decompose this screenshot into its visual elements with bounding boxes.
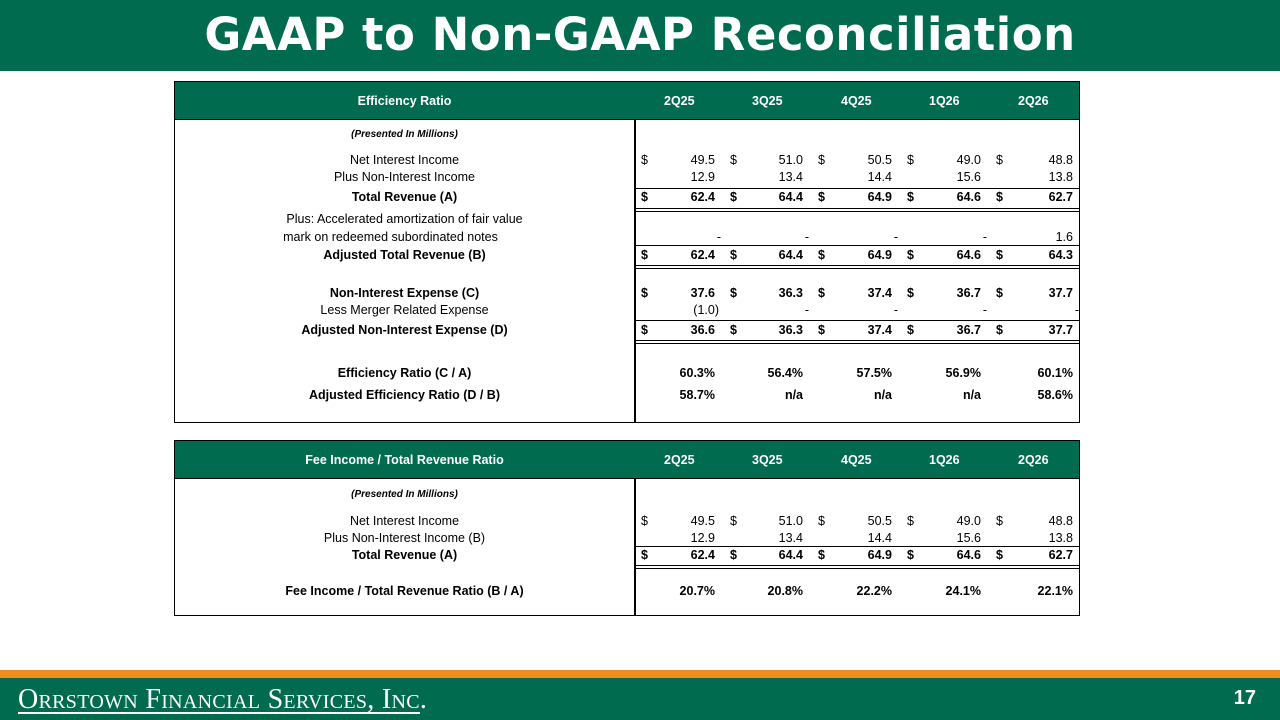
value-cell: 22.2% [856, 584, 892, 598]
table-heading: Fee Income / Total Revenue Ratio [305, 453, 504, 467]
dollar-sign: $ [730, 548, 737, 562]
rule-line [635, 546, 1079, 547]
dollar-sign: $ [907, 548, 914, 562]
column-divider [634, 479, 636, 615]
dollar-sign: $ [818, 514, 825, 528]
value-cell: - [893, 303, 898, 317]
period-header: 4Q25 [841, 94, 872, 108]
value-cell: n/a [784, 388, 803, 402]
dollar-sign: $ [907, 323, 914, 337]
value-cell: 48.8 [1048, 514, 1073, 528]
value-cell: n/a [962, 388, 981, 402]
value-cell: 37.4 [867, 286, 892, 300]
period-header: 2Q25 [664, 94, 695, 108]
dollar-sign: $ [818, 190, 825, 204]
value-cell: 64.4 [778, 248, 803, 262]
table-header [175, 441, 1079, 479]
value-cell: - [893, 230, 898, 244]
table-body [175, 120, 1079, 422]
value-cell: 62.4 [690, 248, 715, 262]
dollar-sign: $ [996, 514, 1003, 528]
value-cell: 58.6% [1037, 388, 1073, 402]
rule-line [635, 245, 1079, 246]
value-cell: - [804, 230, 809, 244]
dollar-sign: $ [818, 153, 825, 167]
value-cell: 12.9 [690, 531, 715, 545]
rule-line [635, 211, 1079, 212]
row-label: Plus: Accelerated amortization of fair value [286, 212, 523, 226]
row-label: Total Revenue (A) [351, 548, 458, 562]
period-header: 3Q25 [752, 94, 783, 108]
row-label: Adjusted Non-Interest Expense (D) [301, 323, 508, 337]
dollar-sign: $ [641, 190, 648, 204]
period-header: 2Q25 [664, 453, 695, 467]
period-header: 3Q25 [752, 453, 783, 467]
logo-underline [18, 712, 420, 714]
value-cell: - [716, 230, 721, 244]
value-cell: 12.9 [690, 170, 715, 184]
value-cell: 64.9 [867, 548, 892, 562]
value-cell: 49.5 [690, 514, 715, 528]
value-cell: - [1074, 303, 1079, 317]
table-header [175, 82, 1079, 120]
efficiency-ratio-table [174, 81, 1080, 423]
dollar-sign: $ [907, 248, 914, 262]
row-label: Non-Interest Expense (C) [329, 286, 480, 300]
value-cell: 13.4 [778, 531, 803, 545]
period-header: 4Q25 [841, 453, 872, 467]
dollar-sign: $ [641, 286, 648, 300]
value-cell: 50.5 [867, 153, 892, 167]
value-cell: 62.4 [690, 548, 715, 562]
value-cell: 36.7 [956, 323, 981, 337]
company-logo-text: Orrstown Financial Services, Inc. [18, 684, 428, 715]
dollar-sign: $ [907, 514, 914, 528]
dollar-sign: $ [730, 153, 737, 167]
fee-income-ratio-table [174, 440, 1080, 616]
dollar-sign: $ [641, 153, 648, 167]
slide-title: GAAP to Non-GAAP Reconciliation [204, 8, 1076, 61]
column-divider [634, 120, 636, 422]
value-cell: 64.6 [956, 190, 981, 204]
row-label: Adjusted Total Revenue (B) [323, 248, 486, 262]
value-cell: 22.1% [1037, 584, 1073, 598]
dollar-sign: $ [818, 548, 825, 562]
value-cell: 64.4 [778, 190, 803, 204]
rule-line [635, 340, 1079, 341]
units-note: (Presented In Millions) [351, 129, 458, 140]
value-cell: 49.0 [956, 153, 981, 167]
dollar-sign: $ [996, 548, 1003, 562]
dollar-sign: $ [730, 323, 737, 337]
dollar-sign: $ [641, 323, 648, 337]
value-cell: 56.9% [945, 366, 981, 380]
value-cell: 49.0 [956, 514, 981, 528]
title-bar [0, 0, 1280, 71]
value-cell: 60.3% [679, 366, 715, 380]
value-cell: 64.6 [956, 548, 981, 562]
value-cell: 57.5% [856, 366, 892, 380]
value-cell: - [982, 230, 987, 244]
dollar-sign: $ [907, 153, 914, 167]
row-label: Net Interest Income [349, 153, 460, 167]
dollar-sign: $ [818, 323, 825, 337]
row-label-continued: mark on redeemed subordinated notes [283, 230, 498, 244]
dollar-sign: $ [641, 548, 648, 562]
value-cell: 51.0 [778, 514, 803, 528]
dollar-sign: $ [996, 286, 1003, 300]
row-label: Fee Income / Total Revenue Ratio (B / A) [285, 584, 524, 598]
footer-accent-stripe [0, 670, 1280, 678]
rule-line [635, 265, 1079, 266]
value-cell: 64.9 [867, 190, 892, 204]
value-cell: 14.4 [867, 531, 892, 545]
value-cell: 48.8 [1048, 153, 1073, 167]
period-header: 2Q26 [1018, 94, 1049, 108]
value-cell: 13.8 [1048, 531, 1073, 545]
rule-line [635, 343, 1079, 344]
table-heading: Efficiency Ratio [357, 94, 452, 108]
value-cell: 64.6 [956, 248, 981, 262]
value-cell: 58.7% [679, 388, 715, 402]
dollar-sign: $ [996, 153, 1003, 167]
value-cell: 56.4% [767, 366, 803, 380]
value-cell: 20.8% [767, 584, 803, 598]
value-cell: 64.4 [778, 548, 803, 562]
dollar-sign: $ [730, 514, 737, 528]
row-label: Net Interest Income [349, 514, 460, 528]
value-cell: 1.6 [1055, 230, 1073, 244]
value-cell: 51.0 [778, 153, 803, 167]
value-cell: (1.0) [693, 303, 719, 317]
value-cell: 64.9 [867, 248, 892, 262]
period-header: 1Q26 [929, 94, 960, 108]
row-label: Efficiency Ratio (C / A) [337, 366, 472, 380]
value-cell: 37.7 [1048, 286, 1073, 300]
row-label: Adjusted Efficiency Ratio (D / B) [309, 388, 500, 402]
period-header: 2Q26 [1018, 453, 1049, 467]
dollar-sign: $ [996, 323, 1003, 337]
value-cell: - [804, 303, 809, 317]
dollar-sign: $ [730, 286, 737, 300]
value-cell: 62.7 [1048, 548, 1073, 562]
value-cell: 37.7 [1048, 323, 1073, 337]
footer [0, 678, 1280, 720]
value-cell: 64.3 [1048, 248, 1073, 262]
rule-line [635, 268, 1079, 269]
row-label: Plus Non-Interest Income (B) [323, 531, 486, 545]
dollar-sign: $ [818, 248, 825, 262]
dollar-sign: $ [641, 248, 648, 262]
value-cell: 24.1% [945, 584, 981, 598]
page-number: 17 [1233, 687, 1256, 709]
row-label: Less Merger Related Expense [320, 303, 489, 317]
value-cell: 49.5 [690, 153, 715, 167]
rule-line [635, 188, 1079, 189]
dollar-sign: $ [730, 190, 737, 204]
row-label: Plus Non-Interest Income [333, 170, 476, 184]
value-cell: 36.7 [956, 286, 981, 300]
dollar-sign: $ [641, 514, 648, 528]
rule-line [635, 320, 1079, 321]
value-cell: 60.1% [1037, 366, 1073, 380]
dollar-sign: $ [996, 248, 1003, 262]
value-cell: 36.3 [778, 323, 803, 337]
value-cell: 13.8 [1048, 170, 1073, 184]
row-label: Total Revenue (A) [351, 190, 458, 204]
dollar-sign: $ [730, 248, 737, 262]
dollar-sign: $ [907, 286, 914, 300]
value-cell: 37.6 [690, 286, 715, 300]
rule-line [635, 208, 1079, 209]
value-cell: 15.6 [956, 531, 981, 545]
value-cell: - [982, 303, 987, 317]
value-cell: 36.3 [778, 286, 803, 300]
value-cell: 62.4 [690, 190, 715, 204]
dollar-sign: $ [907, 190, 914, 204]
value-cell: 62.7 [1048, 190, 1073, 204]
table-body [175, 479, 1079, 615]
value-cell: 36.6 [690, 323, 715, 337]
value-cell: 15.6 [956, 170, 981, 184]
rule-line [635, 568, 1079, 569]
value-cell: 14.4 [867, 170, 892, 184]
value-cell: 37.4 [867, 323, 892, 337]
period-header: 1Q26 [929, 453, 960, 467]
value-cell: n/a [873, 388, 892, 402]
dollar-sign: $ [996, 190, 1003, 204]
value-cell: 13.4 [778, 170, 803, 184]
dollar-sign: $ [818, 286, 825, 300]
units-note: (Presented In Millions) [351, 489, 458, 500]
rule-line [635, 565, 1079, 566]
value-cell: 20.7% [679, 584, 715, 598]
value-cell: 50.5 [867, 514, 892, 528]
